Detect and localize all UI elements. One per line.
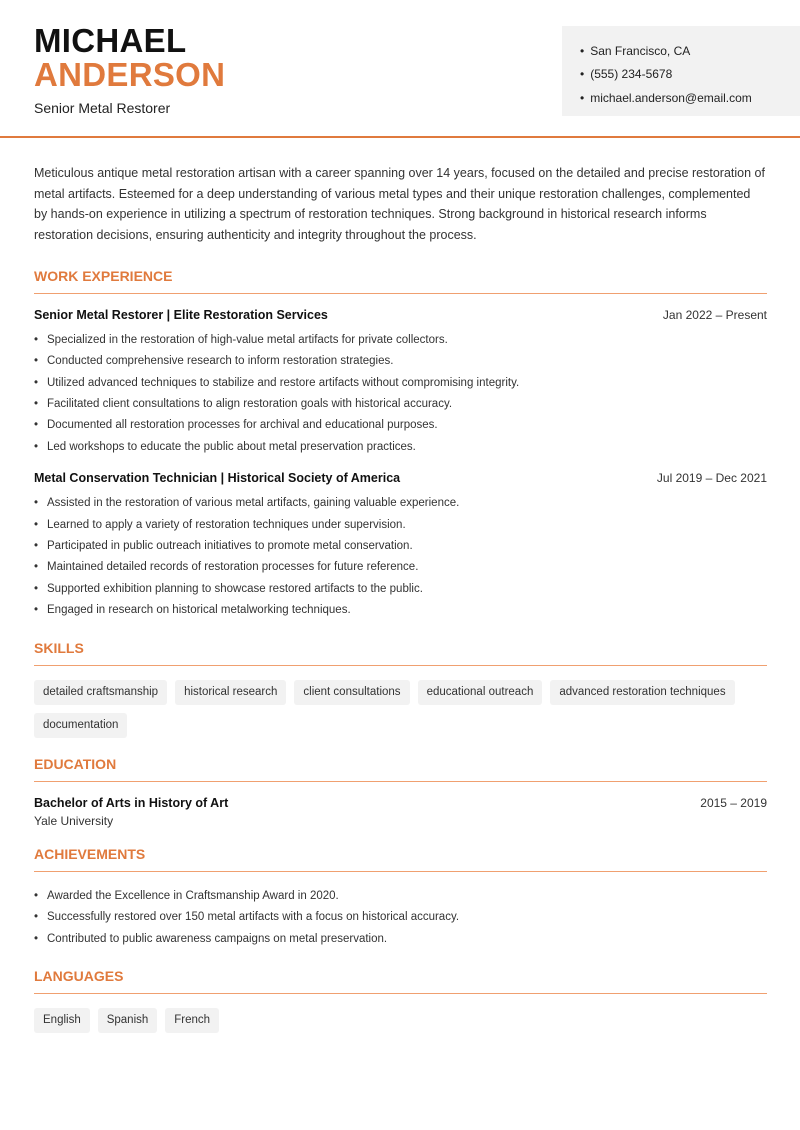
section-title: LANGUAGES: [34, 968, 767, 994]
bullet-icon: •: [34, 911, 39, 924]
job-role: Senior Metal Restorer | Elite Restoration Services: [34, 307, 328, 322]
first-name: MICHAEL: [34, 22, 187, 59]
job-dates: Jul 2019 – Dec 2021: [656, 471, 767, 486]
resume-body: [34, 163, 767, 1051]
last-name: ANDERSON: [34, 56, 226, 93]
bullet-icon: •: [34, 333, 39, 346]
skills-section: [34, 640, 767, 738]
job-bullets: [34, 493, 767, 621]
contact-box: [562, 26, 800, 116]
bullet-icon: •: [34, 540, 39, 553]
achievements-section: [34, 846, 767, 950]
bullet-icon: •: [34, 932, 39, 945]
degree: Bachelor of Arts in History of Art: [34, 795, 229, 810]
language-tag: French: [165, 1008, 219, 1033]
list-item: • Supported exhibition planning to showcase restored artifacts to the public.: [34, 579, 767, 600]
education-section: [34, 756, 767, 828]
skill-tag: advanced restoration techniques: [550, 680, 734, 705]
skill-tag: educational outreach: [418, 680, 543, 705]
bullet-icon: •: [34, 355, 39, 368]
list-item: • Contributed to public awareness campaigns on metal preservation.: [34, 929, 767, 950]
languages-tags: [34, 1008, 767, 1033]
job-role: Metal Conservation Technician | Historical Society of America: [34, 471, 401, 486]
work-experience-section: [34, 268, 767, 622]
skills-tags: [34, 680, 767, 738]
job-header: [34, 308, 767, 322]
list-item: • Successfully restored over 150 metal artifacts with a focus on historical accuracy.: [34, 907, 767, 928]
section-title: ACHIEVEMENTS: [34, 846, 767, 872]
job-header: [34, 471, 767, 485]
list-item: • Engaged in research on historical metalworking techniques.: [34, 600, 767, 621]
list-item: • Assisted in the restoration of various metal artifacts, gaining valuable experience.: [34, 493, 767, 514]
skill-tag: client consultations: [294, 680, 409, 705]
list-item: • Led workshops to educate the public about metal preservation practices.: [34, 437, 767, 458]
bullet-icon: •: [34, 497, 39, 510]
list-item: • Utilized advanced techniques to stabilize and restore artifacts without compromising integrity.: [34, 373, 767, 394]
skill-tag: detailed craftsmanship: [34, 680, 167, 705]
skill-tag: documentation: [34, 713, 127, 738]
skill-tag: historical research: [175, 680, 286, 705]
list-item: • Awarded the Excellence in Craftsmanship Award in 2020.: [34, 886, 767, 907]
bullet-icon: •: [34, 582, 39, 595]
bullet-icon: •: [34, 398, 39, 411]
bullet-icon: •: [34, 440, 39, 453]
section-title: EDUCATION: [34, 756, 767, 782]
bullet-icon: •: [34, 561, 39, 574]
section-title: SKILLS: [34, 640, 767, 666]
list-item: • Specialized in the restoration of high-value metal artifacts for private collectors.: [34, 330, 767, 351]
contact-location: [580, 39, 800, 63]
list-item: • Conducted comprehensive research to inform restoration strategies.: [34, 351, 767, 372]
bullet-icon: •: [34, 889, 39, 902]
job-entry: [34, 308, 767, 458]
list-item: • Facilitated client consultations to align restoration goals with historical accuracy.: [34, 394, 767, 415]
achievements-list: [34, 886, 767, 950]
email-text: michael.anderson@email.com: [590, 90, 752, 105]
bullet-icon: •: [34, 376, 39, 389]
education-header: [34, 796, 767, 810]
phone-text: (555) 234-5678: [590, 67, 673, 82]
bullet-icon: •: [34, 518, 39, 531]
list-item: • Documented all restoration processes for archival and educational purposes.: [34, 415, 767, 436]
job-dates: Jan 2022 – Present: [662, 307, 767, 322]
list-item: • Learned to apply a variety of restoration techniques under supervision.: [34, 515, 767, 536]
bullet-icon: •: [580, 43, 585, 58]
contact-phone: [580, 63, 800, 87]
list-item: • Maintained detailed records of restoration processes for future reference.: [34, 557, 767, 578]
school: Yale University: [34, 813, 114, 828]
list-item: • Participated in public outreach initiatives to promote metal conservation.: [34, 536, 767, 557]
summary: Meticulous antique metal restoration artisan with a career spanning over 14 years, focused on the detailed and precise restoration of metal artifacts. Esteemed for a deep understanding of various metal types and their unique restoration challenges, complemented by hands-on experience in utilizing a spectrum of restoration techniques. Strong background in historical research informs restoration decisions, ensuring authenticity and integrity throughout the process.: [34, 166, 765, 243]
job-bullets: [34, 330, 767, 458]
job-entry: [34, 471, 767, 621]
resume-header: [0, 0, 800, 138]
contact-email: [580, 86, 800, 110]
bullet-icon: •: [580, 67, 585, 82]
languages-section: [34, 968, 767, 1033]
language-tag: Spanish: [98, 1008, 158, 1033]
section-title: WORK EXPERIENCE: [34, 268, 767, 294]
bullet-icon: •: [34, 604, 39, 617]
bullet-icon: •: [580, 90, 585, 105]
language-tag: English: [34, 1008, 90, 1033]
job-title: Senior Metal Restorer: [34, 100, 171, 116]
location-text: San Francisco, CA: [590, 43, 691, 58]
bullet-icon: •: [34, 419, 39, 432]
education-dates: 2015 – 2019: [700, 795, 767, 810]
